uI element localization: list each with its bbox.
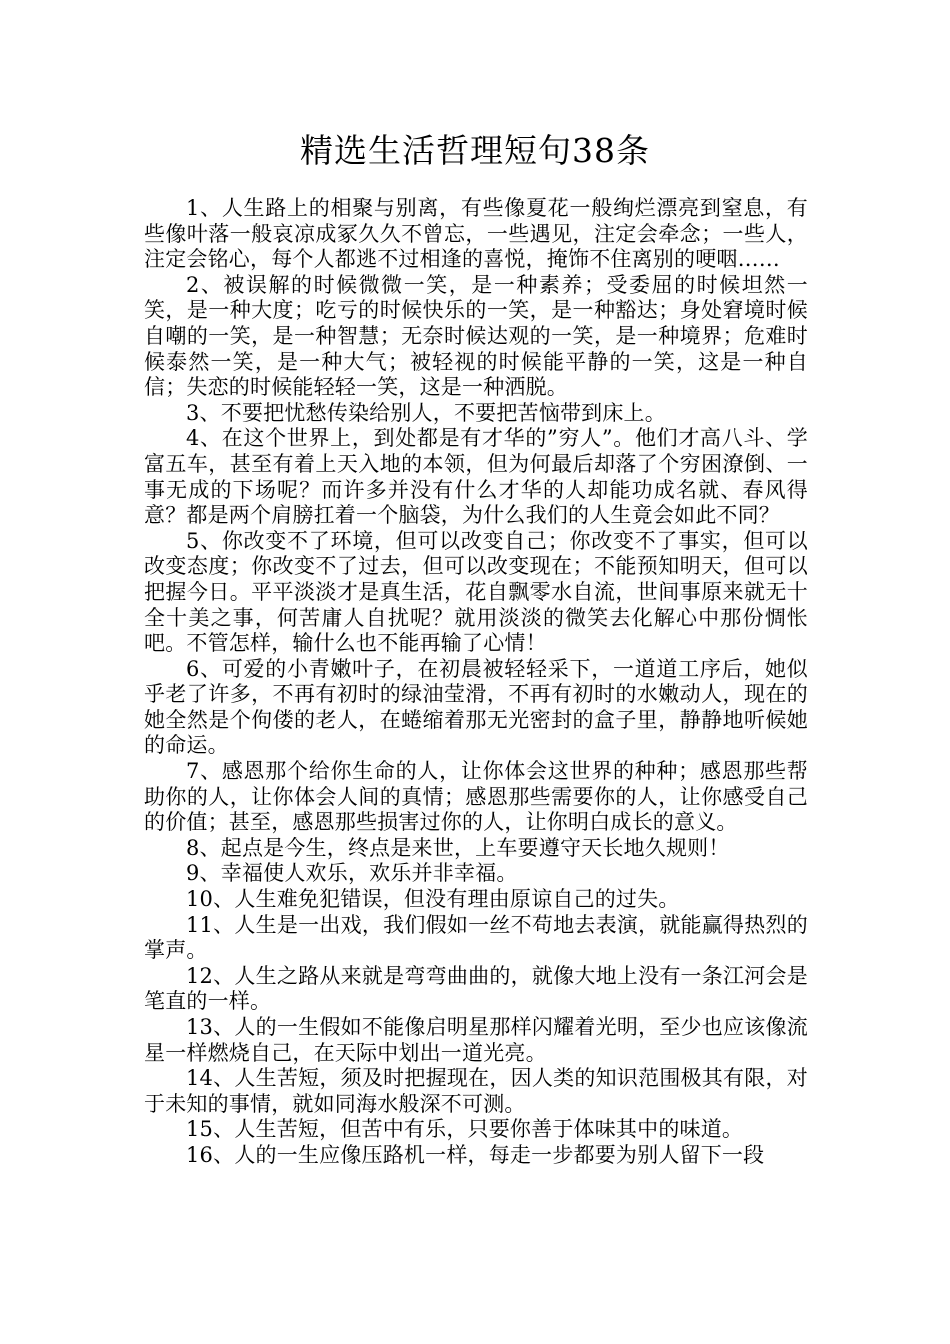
paragraph-15: 15、人生苦短，但苦中有乐，只要你善于体味其中的味道。 <box>186 1117 744 1142</box>
paragraph-12: 12、人生之路从来就是弯弯曲曲的，就像大地上没有一条江河会是笔直的一样。 <box>144 963 808 1014</box>
paragraph-10: 10、人生难免犯错误，但没有理由原谅自己的过失。 <box>186 887 680 912</box>
paragraph-14: 14、人生苦短，须及时把握现在，因人类的知识范围极其有限，对于未知的事情，就如同海水般深不可测。 <box>144 1066 808 1116</box>
paragraph-3: 3、不要把忧愁传染给别人，不要把苦恼带到床上。 <box>186 400 666 425</box>
paragraph-7: 7、感恩那个给你生命的人，让你体会这世界的种种；感恩那些帮助你的人，让你体会人间的真情；感恩那些需要你的人，让你感受自己的价值；甚至，感恩那些损害过你的人，让你明白成长的意义。 <box>144 759 808 835</box>
paragraph-2: 2、被误解的时候微微一笑，是一种素养；受委屈的时候坦然一笑，是一种大度；吃亏的时候快乐的一笑，是一种豁达；身处窘境时候自嘲的一笑，是一种智慧；无奈时候达观的一笑，是一种境界；危难时候泰然一笑，是一种大气；被轻视的时候能平静的一笑，这是一种自信；失恋的时候能轻轻一笑，这是一种洒脱。 <box>144 272 808 400</box>
paragraph-9: 9、幸福使人欢乐，欢乐并非幸福。 <box>186 861 518 886</box>
document-title: 精选生活哲理短句38条 <box>300 131 650 170</box>
paragraph-6: 6、可爱的小青嫩叶子，在初晨被轻轻采下，一道道工序后，她似乎老了许多，不再有初时的绿油莹滑，不再有初时的水嫩动人，现在的她全然是个佝偻的老人，在蜷缩着那无光密封的盒子里，静静地听候她的命运。 <box>144 656 808 758</box>
document-body <box>144 196 808 1169</box>
paragraph-11: 11、人生是一出戏，我们假如一丝不苟地去表演，就能赢得热烈的掌声。 <box>144 912 808 963</box>
paragraph-5: 5、你改变不了环境，但可以改变自己；你改变不了事实，但可以改变态度；你改变不了过去，但可以改变现在；不能预知明天，但可以把握今日。平平淡淡才是真生活，花自飘零水自流，世间事原来就无十全十美之事，何苦庸人自扰呢？就用淡淡的微笑去化解心中那份惆怅吧。不管怎样，输什么也不能再输了心情！ <box>144 528 808 656</box>
paragraph-1: 1、人生路上的相聚与别离，有些像夏花一般绚烂漂亮到窒息，有些像叶落一般哀凉成冢久久不曾忘，一些遇见，注定会牵念；一些人，注定会铭心，每个人都逃不过相逢的喜悦，掩饰不住离别的哽咽…… <box>144 196 808 272</box>
paragraph-13: 13、人的一生假如不能像启明星那样闪耀着光明，至少也应该像流星一样燃烧自己，在天际中划出一道光亮。 <box>144 1015 808 1065</box>
paragraph-4: 4、在这个世界上，到处都是有才华的”穷人”。他们才高八斗、学富五车，甚至有着上天入地的本领，但为何最后却落了个穷困潦倒、一事无成的下场呢？而许多并没有什么才华的人却能功成名就、春风得意？都是两个肩膀扛着一个脑袋，为什么我们的人生竟会如此不同？ <box>144 426 808 528</box>
paragraph-16: 16、人的一生应像压路机一样，每走一步都要为别人留下一段 <box>186 1142 765 1167</box>
paragraph-8: 8、起点是今生，终点是来世，上车要遵守天长地久规则！ <box>186 835 730 860</box>
